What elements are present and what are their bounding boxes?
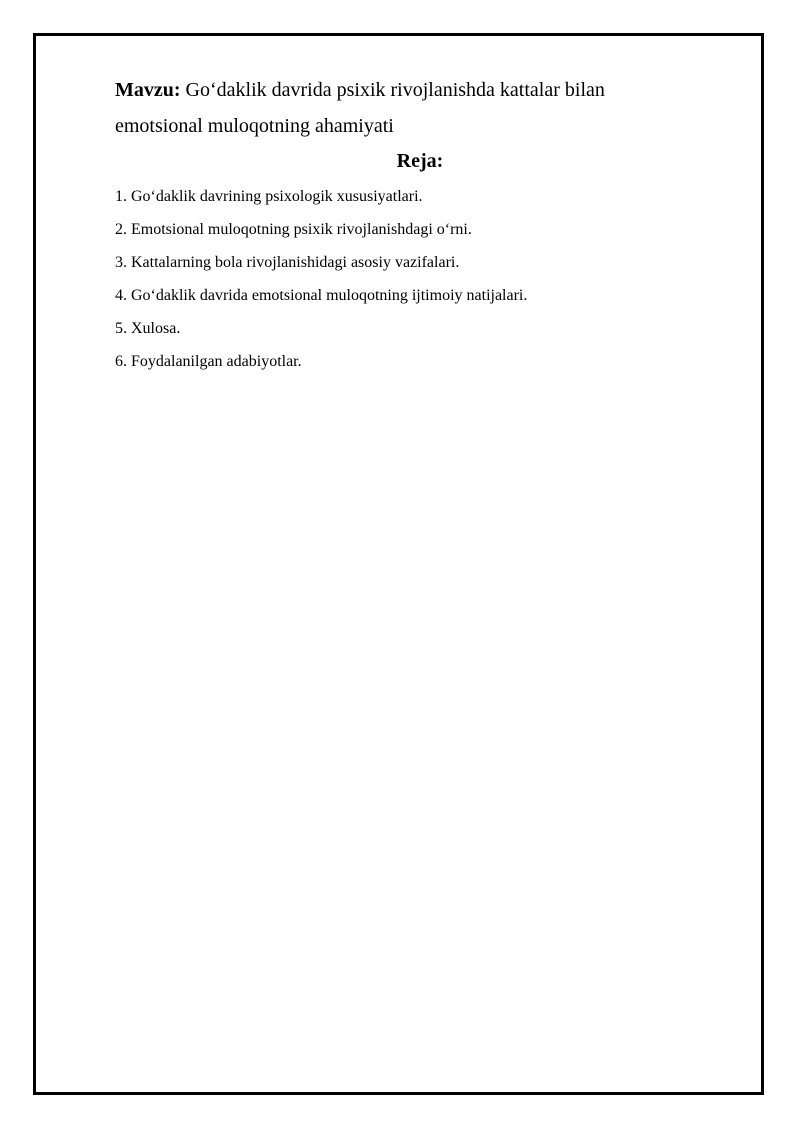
topic-text: Go‘daklik davrida psixik rivojlanishda kattalar bilan emotsional muloqotning ahamiyati: [115, 79, 605, 137]
plan-list: [115, 180, 675, 378]
topic-heading: [115, 72, 675, 144]
plan-item: 1. Go‘daklik davrining psixologik xususiyatlari.: [115, 188, 423, 205]
plan-title: Reja:: [396, 150, 444, 172]
topic-label: Mavzu:: [115, 79, 181, 101]
plan-item: 6. Foydalanilgan adabiyotlar.: [115, 353, 302, 370]
plan-item: 5. Xulosa.: [115, 320, 181, 337]
plan-item: 3. Kattalarning bola rivojlanishidagi asosiy vazifalari.: [115, 254, 460, 271]
plan-item: 4. Go‘daklik davrida emotsional muloqotning ijtimoiy natijalari.: [115, 287, 528, 304]
plan-item: 2. Emotsional muloqotning psixik rivojlanishdagi o‘rni.: [115, 221, 472, 238]
document-body: [115, 72, 675, 378]
